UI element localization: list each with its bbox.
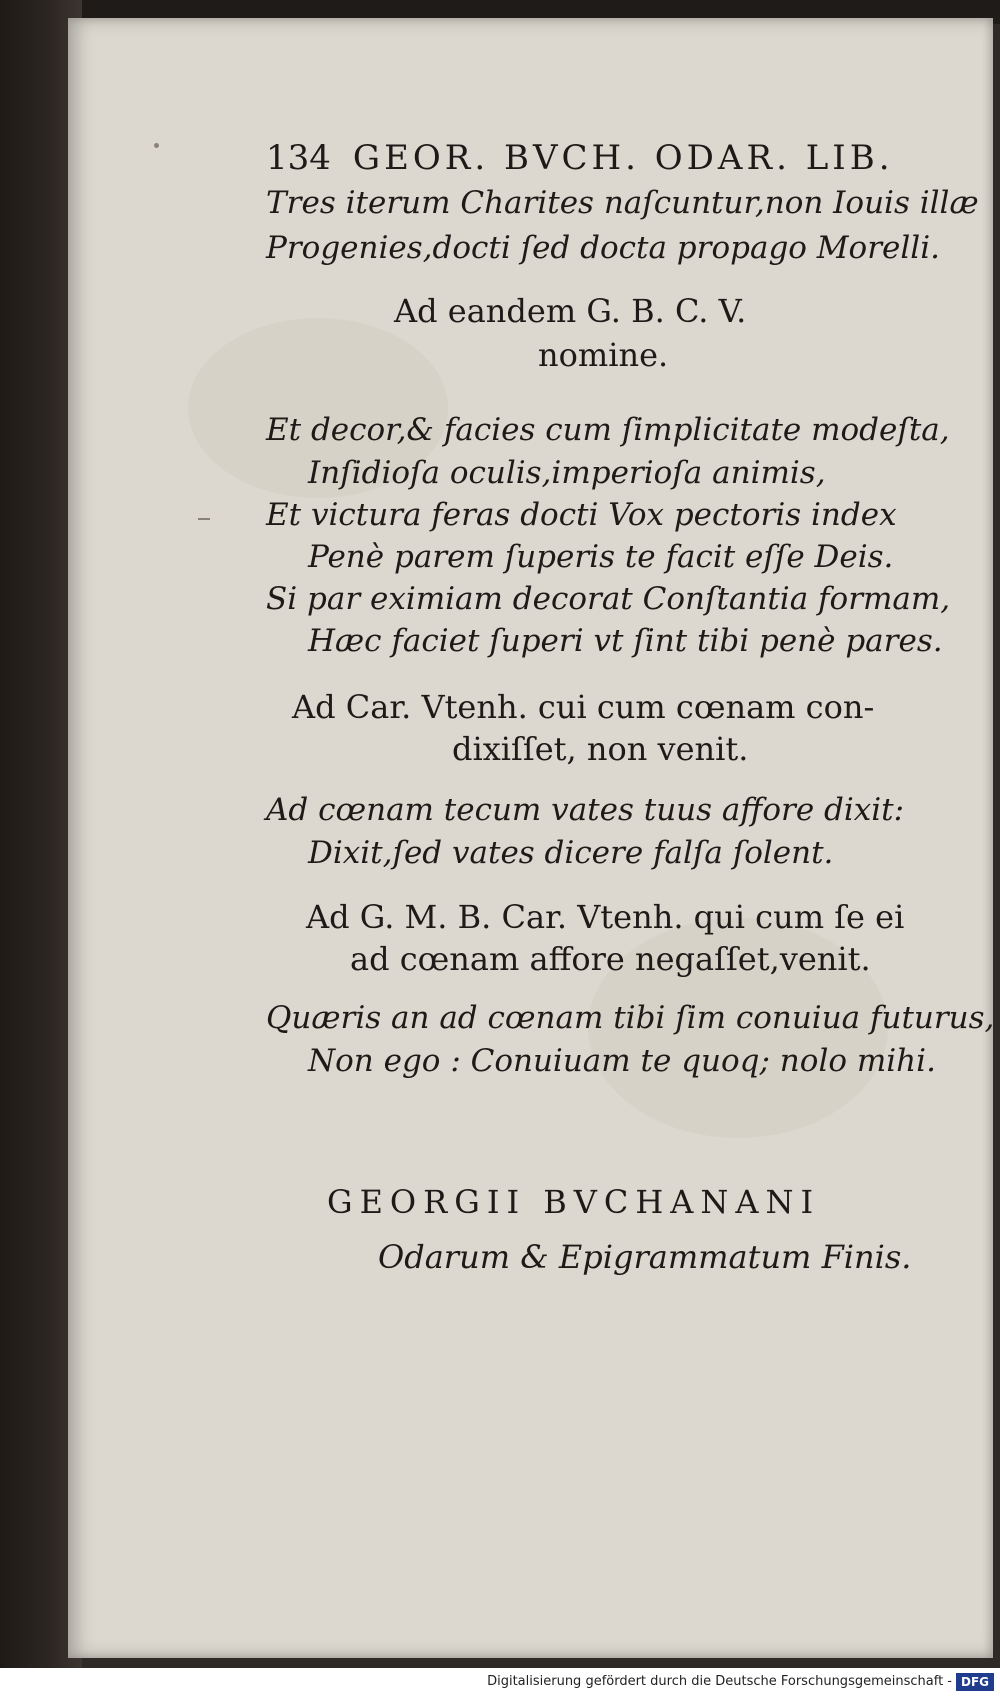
verse-line: Si par eximiam decorat Conſtantia formam, — [266, 581, 951, 617]
verse-line: Dixit,ſed vates dicere falſa ſolent. — [308, 835, 834, 871]
verse-line: Inſidioſa oculis,imperioſa animis, — [308, 455, 826, 491]
poem-title: nomine. — [538, 336, 669, 374]
poem-title: Ad Car. Vtenh. cui cum cœnam con- — [292, 688, 875, 726]
verse-line: Hæc faciet ſuperi vt ſint tibi penè pares. — [308, 623, 943, 659]
ink-speck — [154, 143, 159, 148]
dfg-logo: DFG — [956, 1673, 994, 1691]
verse-line: Non ego : Conuiuam te quoq; nolo mihi. — [308, 1043, 936, 1079]
poem-title: dixiſſet, non venit. — [452, 730, 749, 768]
ink-speck — [198, 518, 210, 520]
colophon-author: GEORGII BVCHANANI — [327, 1183, 821, 1221]
page-number: 134 — [266, 138, 331, 178]
funding-credit: Digitalisierung gefördert durch die Deutsche Forschungsgemeinschaft - — [487, 1674, 952, 1689]
poem-title: Ad eandem G. B. C. V. — [394, 292, 747, 330]
running-header — [266, 138, 894, 178]
verse-line: Et decor,& facies cum ſimplicitate modeſta, — [266, 412, 950, 448]
verse-line: Et victura feras docti Vox pectoris index — [266, 497, 897, 533]
poem-title: ad cœnam affore negaſſet,venit. — [350, 940, 871, 978]
verse-line: Quæris an ad cœnam tibi ſim conuiua futurus, — [266, 1000, 995, 1036]
verse-line: Penè parem ſuperis te facit eſſe Deis. — [308, 539, 894, 575]
verse-line: Tres iterum Charites naſcuntur,non Iouis illæ — [266, 185, 979, 221]
poem-title: Ad G. M. B. Car. Vtenh. qui cum ſe ei — [306, 898, 905, 936]
verse-line: Ad cœnam tecum vates tuus affore dixit: — [266, 792, 905, 828]
running-title: GEOR. BVCH. ODAR. LIB. — [352, 138, 894, 178]
colophon-finis: Odarum & Epigrammatum Finis. — [378, 1238, 912, 1276]
digitization-footer — [0, 1668, 1000, 1698]
verse-line: Progenies,docti ſed docta propago Morelli. — [266, 230, 940, 266]
